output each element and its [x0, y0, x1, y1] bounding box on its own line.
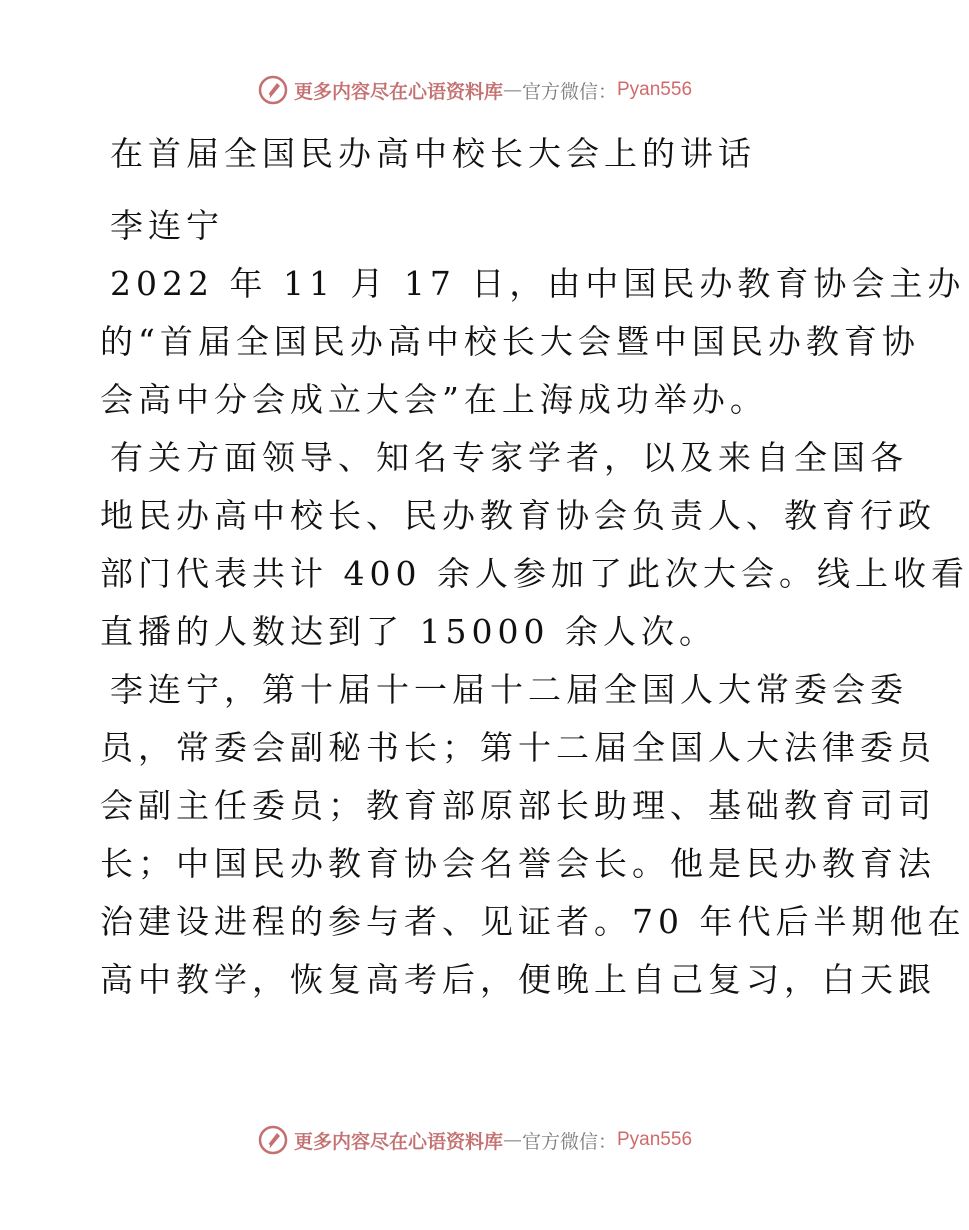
paragraph-line: 有关方面领导、知名专家学者，以及来自全国各: [110, 438, 908, 477]
watermark-separator: —: [502, 1129, 522, 1151]
document-title: 在首届全国民办高中校长大会上的讲话: [110, 134, 756, 173]
paragraph-line: 会副主任委员；教育部原部长助理、基础教育司司: [100, 786, 936, 825]
paragraph-line: 员，常委会副秘书长；第十二届全国人大法律委员: [100, 728, 936, 767]
paragraph-1: [100, 255, 966, 429]
watermark-id: Pyan556: [617, 79, 693, 100]
watermark-text: 更多内容尽在心语资料库: [293, 80, 503, 103]
header-watermark: [0, 72, 950, 108]
watermark-official-label: 官方微信：: [521, 80, 617, 103]
paragraph-line: 李连宁，第十届十一届十二届全国人大常委会委: [110, 670, 908, 709]
paragraph-line: 2022 年 11 月 17 日，由中国民办教育协会主办: [110, 264, 966, 303]
paragraph-2: [100, 429, 969, 661]
paragraph-line: 地民办高中校长、民办教育协会负责人、教育行政: [100, 496, 936, 535]
document-author: 李连宁: [110, 206, 224, 245]
paragraph-line: 治建设进程的参与者、见证者。70 年代后半期他在: [100, 902, 966, 941]
paragraph-line: 高中教学，恢复高考后，便晚上自己复习，白天跟: [100, 960, 936, 999]
watermark-id: Pyan556: [617, 1129, 693, 1150]
paragraph-line: 长；中国民办教育协会名誉会长。他是民办教育法: [100, 844, 936, 883]
paragraph-3: [100, 661, 966, 1009]
paragraph-line: 会高中分会成立大会”在上海成功举办。: [100, 380, 768, 419]
document-body: [100, 125, 969, 1009]
watermark-text: 更多内容尽在心语资料库: [293, 1130, 503, 1153]
paragraph-line: 直播的人数达到了 15000 余人次。: [100, 612, 717, 651]
paragraph-line: 的“首届全国民办高中校长大会暨中国民办教育协: [100, 322, 920, 361]
watermark-official-label: 官方微信：: [521, 1130, 617, 1153]
pen-nib-logo-icon: [258, 75, 288, 105]
footer-watermark: [0, 1122, 950, 1158]
watermark-separator: —: [502, 79, 522, 101]
pen-nib-logo-icon: [258, 1125, 288, 1155]
paragraph-line: 部门代表共计 400 余人参加了此次大会。线上收看: [100, 554, 969, 593]
